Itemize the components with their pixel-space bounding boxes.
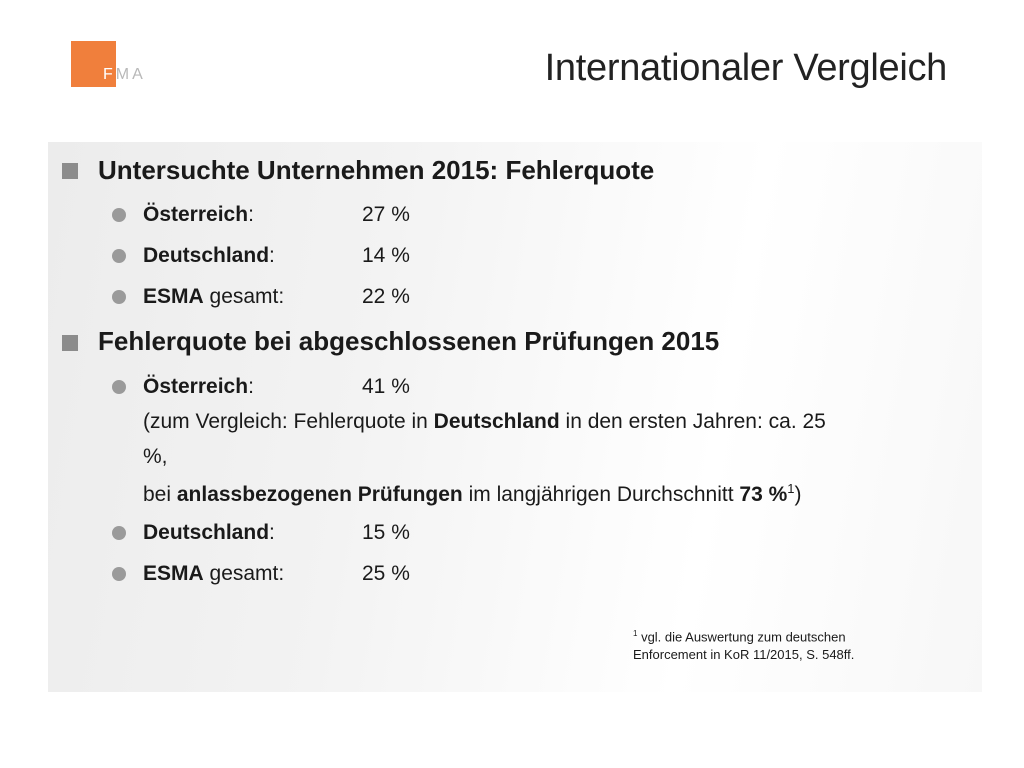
slide-title: Internationaler Vergleich xyxy=(544,47,947,89)
round-bullet-icon xyxy=(112,249,126,263)
section2-item-value: 41 % xyxy=(362,375,410,398)
section1-heading: Untersuchte Unternehmen 2015: Fehlerquote xyxy=(98,155,655,185)
section1-item-value: 14 % xyxy=(362,244,410,267)
section1-item-label: Deutschland: xyxy=(143,244,275,267)
round-bullet-icon xyxy=(112,526,126,540)
section1-item-value: 22 % xyxy=(362,285,410,308)
section2-heading: Fehlerquote bei abgeschlossenen Prüfungen 2015 xyxy=(98,326,720,356)
comparison-note-line2: %, xyxy=(143,445,168,468)
section1-item-value: 27 % xyxy=(362,203,410,226)
footnote-line2: Enforcement in KoR 11/2015, S. 548ff. xyxy=(633,647,855,663)
section1-item-label: Österreich: xyxy=(143,203,254,226)
section2-item-value: 25 % xyxy=(362,562,410,585)
round-bullet-icon xyxy=(112,380,126,394)
square-bullet-icon xyxy=(62,163,78,179)
section2-item-label: Österreich: xyxy=(143,375,254,398)
comparison-note-line3: bei anlassbezogenen Prüfungen im langjährigen Durchschnitt 73 %$^1$) xyxy=(143,481,802,506)
round-bullet-icon xyxy=(112,290,126,304)
footnote xyxy=(633,625,854,664)
section2-item-label: Deutschland: xyxy=(143,521,275,544)
comparison-note-line1: (zum Vergleich: Fehlerquote in Deutschland in den ersten Jahren: ca. 25 xyxy=(143,410,826,433)
footnote-line1: $^1$ vgl. die Auswertung zum deutschen xyxy=(633,629,846,645)
round-bullet-icon xyxy=(112,567,126,581)
logo-text: FMA xyxy=(103,66,146,83)
section2-item-label: ESMA gesamt: xyxy=(143,562,285,585)
square-bullet-icon xyxy=(62,335,78,351)
fma-logo xyxy=(71,41,151,91)
round-bullet-icon xyxy=(112,208,126,222)
section2-item-value: 15 % xyxy=(362,521,410,544)
section1-item-label: ESMA gesamt: xyxy=(143,285,285,308)
